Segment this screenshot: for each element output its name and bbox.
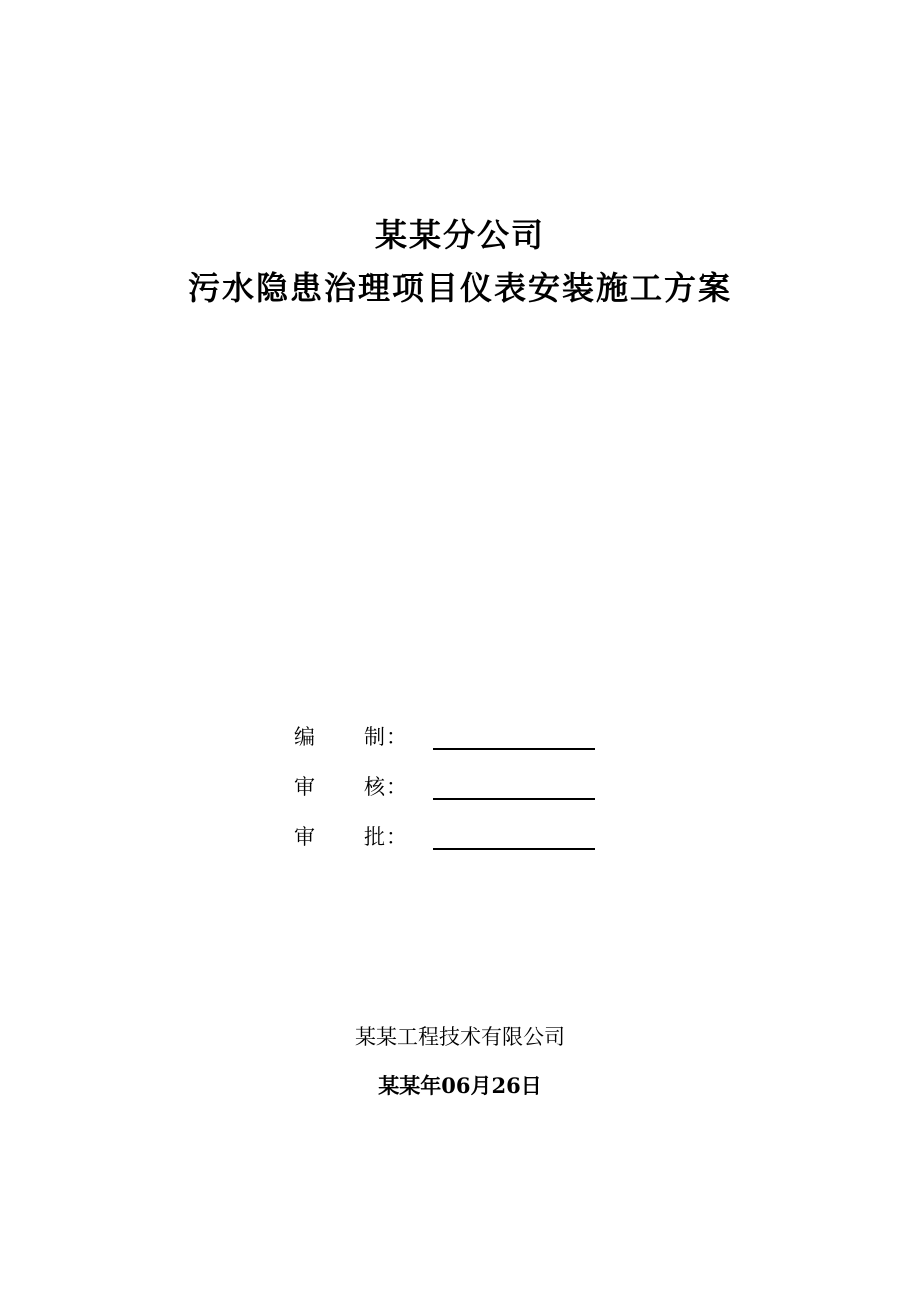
signature-blank-line (433, 848, 595, 850)
signature-label-char2: 批 (364, 825, 385, 849)
signature-label-char1: 审 (294, 775, 315, 799)
signature-label-char1: 编 (294, 725, 315, 749)
signature-label-colon: ： (386, 775, 407, 799)
footer-company-name: 某某工程技术有限公司 (355, 1025, 565, 1049)
signature-row-approved (294, 822, 614, 852)
signature-label-char2: 制 (364, 725, 385, 749)
signature-blank-line (433, 798, 595, 800)
signature-label-colon: ： (386, 825, 407, 849)
signature-label-char1: 审 (294, 825, 315, 849)
document-title-company: 某某分公司 (374, 216, 545, 254)
signature-row-reviewed (294, 772, 614, 802)
signature-label-colon: ： (386, 725, 407, 749)
signature-row-compiled (294, 722, 614, 752)
footer-date: 某某年06月26日 (378, 1073, 542, 1098)
signature-blank-line (433, 748, 595, 750)
signature-label-char2: 核 (364, 775, 385, 799)
document-title-project: 污水隐患治理项目仪表安装施工方案 (187, 269, 732, 307)
